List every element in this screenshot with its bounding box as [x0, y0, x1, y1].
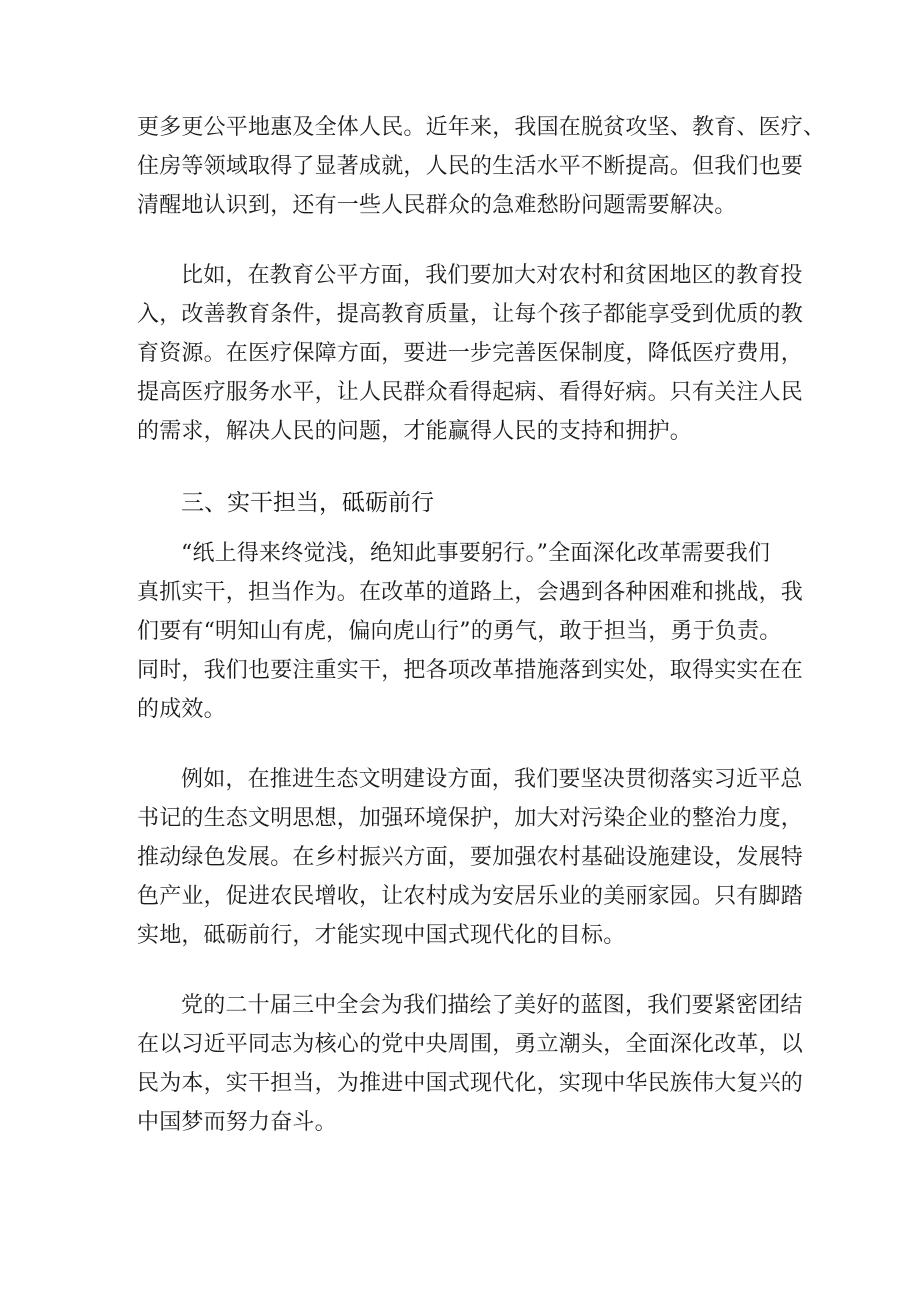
paragraph-5 [137, 986, 804, 1142]
text-line: 真抓实干，担当作为。在改革的道路上，会遇到各种困难和挑战，我 [137, 580, 804, 605]
text-line: 中国梦而努力奋斗。 [137, 1110, 337, 1135]
paragraph-spacer [137, 225, 792, 256]
section-spacer [137, 523, 792, 534]
text-line: 书记的生态文明思想，加强环境保护，加大对污染企业的整治力度， [137, 806, 804, 831]
paragraph-2 [137, 256, 804, 451]
paragraph-spacer [137, 955, 792, 986]
section-heading: 三、实干担当，砥砺前行 [181, 490, 434, 516]
text-line: 更多更公平地惠及全体人民。近年来，我国在脱贫攻坚、教育、医疗、 [137, 115, 826, 140]
text-line: 例如，在推进生态文明建设方面，我们要坚决贯彻落实习近平总 [181, 767, 803, 792]
paragraph-1 [137, 108, 826, 225]
paragraph-4 [137, 760, 804, 955]
text-line: “纸上得来终觉浅，绝知此事要躬行。”全面深化改革需要我们 [181, 541, 771, 566]
text-line: 提高医疗服务水平，让人民群众看得起病、看得好病。只有关注人民 [137, 380, 804, 405]
text-line: 色产业，促进农民增收，让农村成为安居乐业的美丽家园。只有脚踏 [137, 884, 804, 909]
text-line: 党的二十届三中全会为我们描绘了美好的蓝图，我们要紧密团结 [181, 993, 803, 1018]
text-line: 清醒地认识到，还有一些人民群众的急难愁盼问题需要解决。 [137, 193, 737, 218]
text-line: 的成效。 [137, 697, 226, 722]
text-line: 在以习近平同志为核心的党中央周围，勇立潮头，全面深化改革，以 [137, 1032, 804, 1057]
text-line: 实地，砥砺前行，才能实现中国式现代化的目标。 [137, 923, 626, 948]
document-body [137, 108, 826, 1142]
text-line: 的需求，解决人民的问题，才能赢得人民的支持和拥护。 [137, 419, 693, 444]
text-line: 比如，在教育公平方面，我们要加大对农村和贫困地区的教育投 [181, 263, 803, 288]
text-line: 们要有“明知山有虎，偏向虎山行”的勇气，敢于担当，勇于负责。 [137, 619, 782, 644]
text-line: 住房等领域取得了显著成就，人民的生活水平不断提高。但我们也要 [137, 154, 804, 179]
paragraph-3 [137, 534, 804, 729]
text-line: 民为本，实干担当，为推进中国式现代化，实现中华民族伟大复兴的 [137, 1071, 804, 1096]
paragraph-spacer [137, 729, 792, 760]
section-spacer [137, 451, 792, 484]
text-line: 入，改善教育条件，提高教育质量，让每个孩子都能享受到优质的教 [137, 302, 804, 327]
text-line: 推动绿色发展。在乡村振兴方面，要加强农村基础设施建设，发展特 [137, 845, 804, 870]
text-line: 同时，我们也要注重实干，把各项改革措施落到实处，取得实实在在 [137, 658, 804, 683]
text-line: 育资源。在医疗保障方面，要进一步完善医保制度，降低医疗费用， [137, 341, 804, 366]
